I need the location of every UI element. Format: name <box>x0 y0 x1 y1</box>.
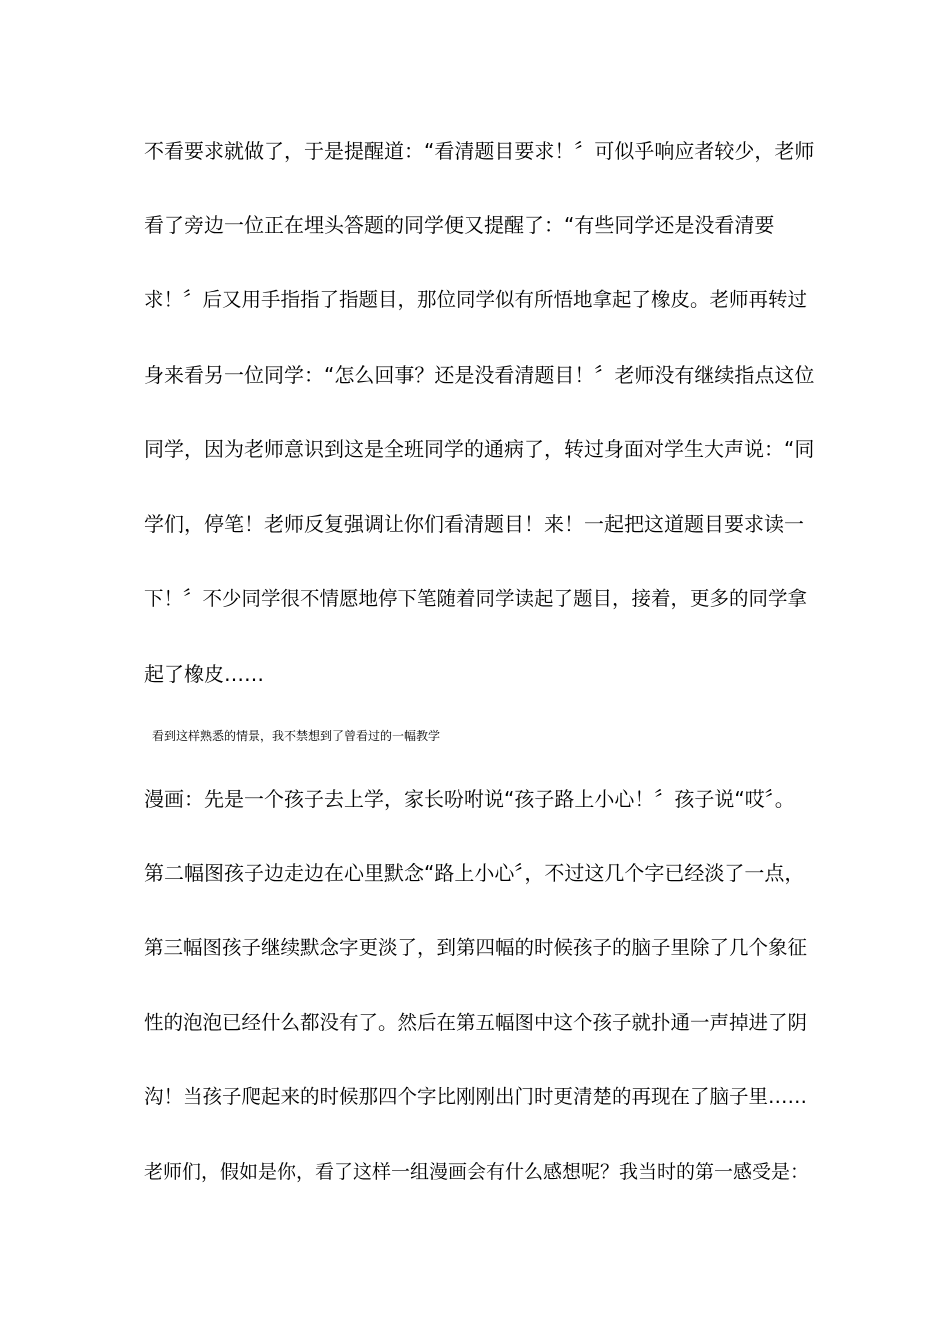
text-line-5: 同学，因为老师意识到这是全班同学的通病了，转过身面对学生大声说：“同 <box>144 437 815 461</box>
text-line-4: 身来看另一位同学：“怎么回事？还是没看清题目！〞老师没有继续指点这位 <box>144 363 815 387</box>
text-line-9: 看到这样熟悉的情景，我不禁想到了曾看过的一幅教学 <box>152 729 441 743</box>
text-line-3: 求！〞后又用手指指了指题目，那位同学似有所悟地拿起了橡皮。老师再转过 <box>144 288 808 311</box>
text-line-13: 性的泡泡已经什么都没有了。然后在第五幅图中这个孩子就扑通一声掉进了阴 <box>144 1011 808 1034</box>
text-line-1: 不看要求就做了，于是提醒道：“看清题目要求！〞可似乎响应者较少，老师 <box>144 139 815 163</box>
text-line-10: 漫画：先是一个孩子去上学，家长吩咐说“孩子路上小心！〞孩子说“哎〞。 <box>144 787 795 811</box>
text-line-15: 老师们，假如是你，看了这样一组漫画会有什么感想呢？我当时的第一感受是： <box>144 1161 810 1183</box>
text-line-14: 沟！当孩子爬起来的时候那四个字比刚刚出门时更清楚的再现在了脑子里…… <box>144 1085 808 1108</box>
text-line-12: 第三幅图孩子继续默念字更淡了，到第四幅的时候孩子的脑子里除了几个象征 <box>144 936 808 959</box>
text-line-6: 学们，停笔！老师反复强调让你们看清题目！来！一起把这道题目要求读一 <box>144 512 804 536</box>
text-line-8: 起了橡皮…… <box>144 662 264 686</box>
text-line-2: 看了旁边一位正在埋头答题的同学便又提醒了：“有些同学还是没看清要 <box>144 213 775 237</box>
text-line-7: 下！〞不少同学很不情愿地停下笔随着同学读起了题目，接着，更多的同学拿 <box>144 587 808 610</box>
text-line-11: 第二幅图孩子边走边在心里默念“路上小心〞，不过这几个字已经淡了一点， <box>144 861 805 885</box>
